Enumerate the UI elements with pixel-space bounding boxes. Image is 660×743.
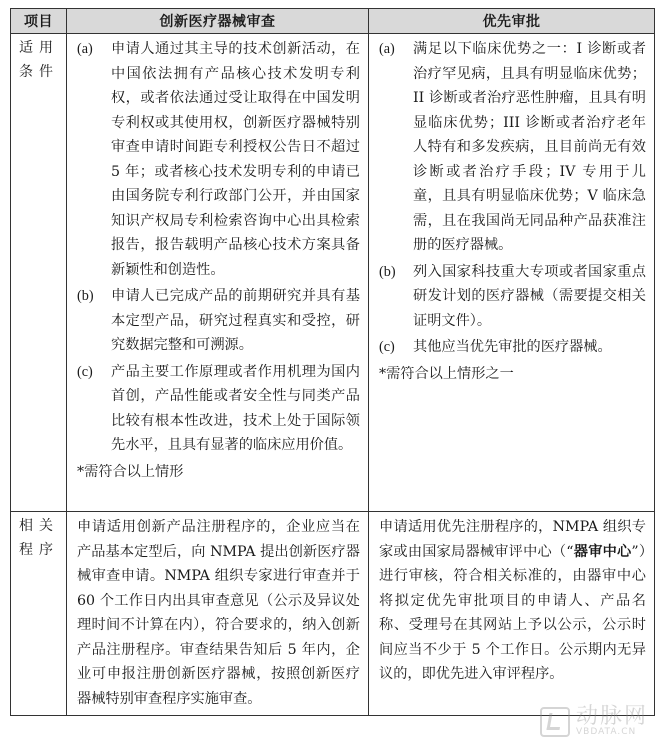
list-item <box>77 360 360 458</box>
item-marker: (a) <box>379 41 395 57</box>
item-marker: (a) <box>77 41 93 57</box>
header-item: 项目 <box>11 9 67 34</box>
procedure-text-before: 申请适用优先注册程序的，NMPA 组织专家或由国家局器械审评中心（“ <box>379 519 646 560</box>
watermark-en: VBDATA.CN <box>575 727 637 737</box>
innovation-note: *需符合以上情形 <box>77 463 184 480</box>
item-marker: (c) <box>77 363 93 380</box>
item-marker: (b) <box>77 288 94 304</box>
list-item <box>379 335 646 360</box>
watermark-text <box>576 706 648 737</box>
table-row-conditions <box>11 34 655 512</box>
innovation-procedure-text: 申请适用创新产品注册程序的，企业应当在产品基本定型后，向 NMPA 提出创新医疗器械审查申请。NMPA 组织专家进行审查并于 60 个工作日内出具审查意见（公示及异议处理时间不计算在内），符合要求的，纳入创新产品注册程序。审查结果告知后 5 年内，企业可申报注册创新医疗器械，按照创新医疗器械特别审查程序实施审查。 <box>77 519 360 707</box>
item-text: 列入国家科技重大专项或者国家重点研发计划的医疗器械（需要提交相关证明文件）。 <box>413 263 646 329</box>
item-text: 产品主要工作原理或者作用机理为国内首创，产品性能或者安全性与同类产品比较有根本性改进，技术上处于国际领先水平，且具有显著的临床应用价值。 <box>111 363 360 453</box>
comparison-table <box>10 8 655 716</box>
watermark-cn: 动脉网 <box>575 704 648 729</box>
item-text: 申请人已完成产品的前期研究并具有基本定型产品，研究过程真实和受控，研究数据完整和可溯源。 <box>111 288 360 353</box>
item-marker: (b) <box>379 263 396 280</box>
item-text: 其他应当优先审批的医疗器械。 <box>413 339 612 355</box>
priority-conditions-cell <box>369 34 655 512</box>
priority-note: *需符合以上情形之一 <box>379 365 514 382</box>
list-item <box>379 260 646 334</box>
innovation-procedure-cell <box>67 512 369 716</box>
row-label-procedure: 相关程序 <box>11 512 67 716</box>
table-row-procedure <box>11 512 655 716</box>
procedure-text-after: ”）进行审核，符合相关标准的，由器审中心将拟定优先审批项目的申请人、产品名称、受理号在其网站上予以公示，公示时间应当不少于 5 个工作日。公示期内无异议的，即优先进入审评程序。 <box>379 543 646 682</box>
row-label-conditions: 适用条件 <box>11 34 67 512</box>
list-item <box>379 37 646 258</box>
procedure-text-bold: 器审中心 <box>573 543 632 560</box>
item-marker: (c) <box>379 339 395 355</box>
vb-logo-icon <box>540 707 570 737</box>
priority-procedure-cell <box>369 512 655 716</box>
header-priority-approval: 优先审批 <box>369 9 655 34</box>
innovation-conditions-cell <box>67 34 369 512</box>
table-header-row <box>11 9 655 34</box>
list-item <box>77 284 360 358</box>
list-item <box>77 37 360 282</box>
header-innovation-review: 创新医疗器械审查 <box>67 9 369 34</box>
priority-procedure-text <box>379 515 646 687</box>
item-text: 满足以下临床优势之一：I 诊断或者治疗罕见病，且具有明显临床优势；II 诊断或者治疗恶性肿瘤，且具有明显临床优势；III 诊断或者治疗老年人特有和多发疾病，且目前尚无有效诊断或者治疗手段；IV 专用于儿童，且具有明显临床优势；V 临床急需，且在我国尚无同品种产品获准注册的医疗器械。 <box>413 41 646 253</box>
watermark <box>540 706 648 737</box>
item-text: 申请人通过其主导的技术创新活动，在中国依法拥有产品核心技术发明专利权，或者依法通过受让取得在中国发明专利权或其使用权，创新医疗器械特别审查申请时间距专利授权公告日不超过 5 年；或者核心技术发明专利的申请已由国务院专利行政部门公开，并由国家知识产权局专利检索咨询中心出具检索报告，报告载明产品核心技术方案具备新颖性和创造性。 <box>111 41 360 278</box>
